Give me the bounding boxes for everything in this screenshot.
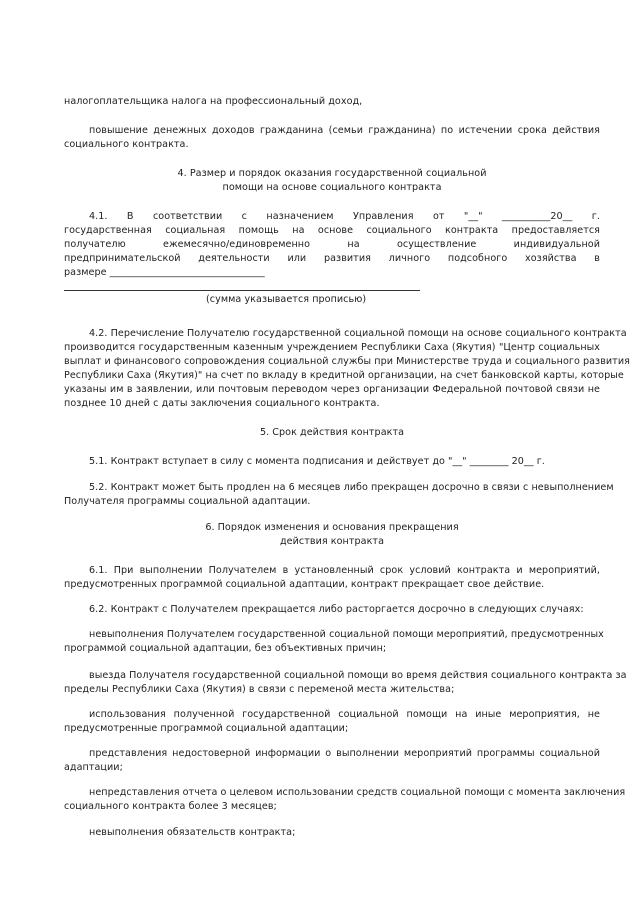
text-line: 6.1. При выполнении Получателем в установленный срок условий контракта и мероприятий, xyxy=(89,565,600,576)
list-item: адаптации; xyxy=(64,762,123,773)
text-line: выплат и финансового сопровождения социальной службы при Министерстве труда и социального развития xyxy=(64,356,630,367)
text-line: повышение денежных доходов гражданина (семьи гражданина) по истечении срока действия xyxy=(89,125,600,136)
text-line: Республики Саха (Якутия)" на счет по вкладу в кредитной организации, на счет банковской карты, которые xyxy=(64,370,624,381)
text-line: социального контракта. xyxy=(64,139,189,150)
text-line: размере ________________________________ xyxy=(64,267,265,278)
list-item: непредставления отчета о целевом использовании средств социальной помощи с момента заключения xyxy=(89,787,626,798)
list-item: невыполнения Получателем государственной социальной помощи мероприятий, предусмотренных xyxy=(89,629,604,640)
text-line: Получателя программы социальной адаптации. xyxy=(64,496,311,507)
section-heading: действия контракта xyxy=(280,536,384,547)
text-line: 4.1. В соответствии с назначением Управления от "__" __________20__ г. xyxy=(89,211,600,222)
text-line: 4.2. Перечисление Получателю государственной социальной помощи на основе социального контракта xyxy=(89,328,627,339)
list-item: предусмотренные программой социальной адаптации; xyxy=(64,723,349,734)
text-line: государственная социальная помощь на основе социального контракта предоставляется xyxy=(64,225,600,236)
list-item: социального контракта более 3 месяцев; xyxy=(64,801,277,812)
section-heading: помощи на основе социального контракта xyxy=(222,182,442,193)
text-line: позднее 10 дней с даты заключения социального контракта. xyxy=(64,398,380,409)
text-line: 6.2. Контракт с Получателем прекращается либо расторгается досрочно в следующих случаях: xyxy=(89,604,584,615)
text-line: 5.2. Контракт может быть продлен на 6 месяцев либо прекращен досрочно в связи с невыполнением xyxy=(89,482,614,493)
list-item: использования полученной государственной социальной помощи на иные мероприятия, не xyxy=(89,709,600,720)
text-line: 5.1. Контракт вступает в силу с момента подписания и действует до "__" ________ 20__ г. xyxy=(89,456,545,467)
section-heading: 4. Размер и порядок оказания государственной социальной xyxy=(177,168,487,179)
text-line: производится государственным казенным учреждением Республики Саха (Якутия) "Центр социальных xyxy=(64,342,600,353)
text-line: предусмотренных программой социальной адаптации, контракт прекращает свое действие. xyxy=(64,579,545,590)
text-line: предпринимательской деятельности или развития личного подсобного хозяйства в xyxy=(64,253,600,264)
list-item: представления недостоверной информации о выполнении мероприятий программы социальной xyxy=(89,748,600,759)
list-item: программой социальной адаптации, без объективных причин; xyxy=(64,643,387,654)
list-item: выезда Получателя государственной социальной помощи во время действия социального контракта за xyxy=(89,670,627,681)
list-item: невыполнения обязательств контракта; xyxy=(89,827,296,838)
section-heading: 6. Порядок изменения и основания прекращения xyxy=(205,522,459,533)
list-item: пределы Республики Саха (Якутия) в связи с переменой места жительства; xyxy=(64,684,455,695)
fill-in-line xyxy=(64,290,420,291)
caption: (сумма указывается прописью) xyxy=(206,294,367,305)
text-line: налогоплательщика налога на профессиональный доход, xyxy=(64,96,363,107)
text-line: получателю ежемесячно/единовременно на осуществление индивидуальной xyxy=(64,239,600,250)
text-line: указаны им в заявлении, или почтовым переводом через организации Федеральной почтовой связи не xyxy=(64,384,600,395)
section-heading: 5. Срок действия контракта xyxy=(259,427,405,438)
